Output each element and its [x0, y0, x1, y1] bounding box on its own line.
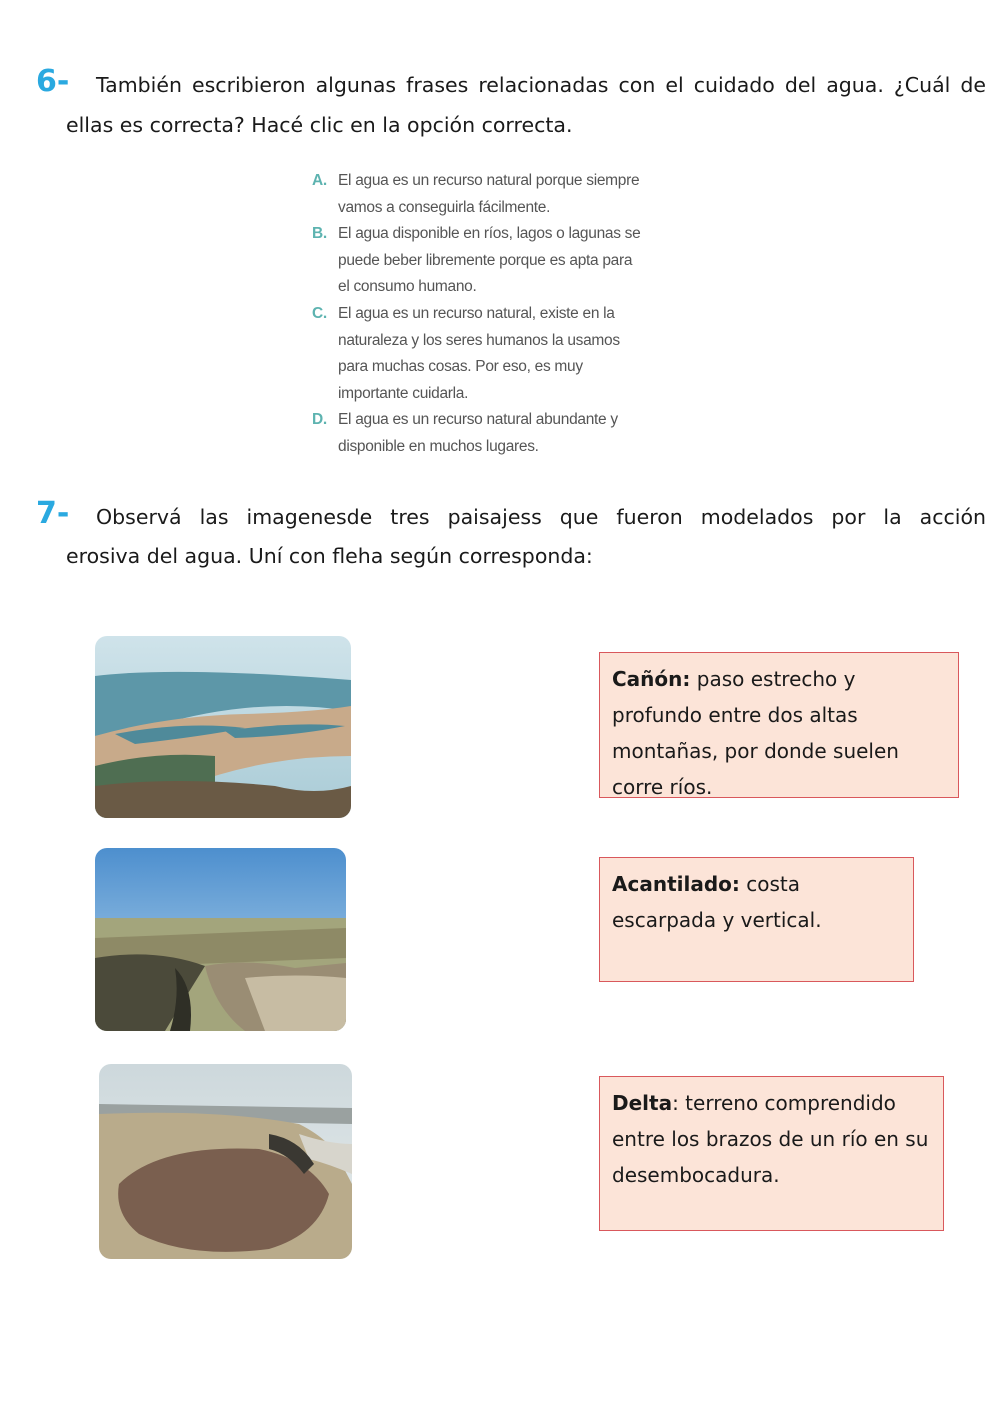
option-b[interactable]: [312, 221, 722, 301]
option-letter: D.: [312, 411, 327, 429]
definition-term: Acantilado:: [612, 872, 740, 896]
question-7-text-line-2: erosiva del agua. Uní con fleha según corresponda:: [66, 544, 593, 568]
definition-text: : terreno comprendido entre los brazos de un río en su desembocadura.: [612, 1091, 929, 1187]
option-letter: C.: [312, 304, 327, 322]
definition-canon[interactable]: [599, 652, 959, 798]
question-7-number: 7-: [36, 496, 70, 531]
question-6-text-line-1: También escribieron algunas frases relacionadas con el cuidado del agua. ¿Cuál de: [96, 73, 986, 97]
canyon-photo[interactable]: [95, 848, 346, 1031]
cliff-photo[interactable]: [99, 1064, 352, 1259]
definition-term: Delta: [612, 1091, 673, 1115]
delta-photo[interactable]: [95, 636, 351, 818]
option-line: El agua disponible en ríos, lagos o lagunas se: [338, 225, 641, 243]
definition-acantilado[interactable]: [599, 857, 914, 982]
definition-delta[interactable]: [599, 1076, 944, 1231]
option-d[interactable]: [312, 407, 722, 460]
option-line: importante cuidarla.: [338, 384, 469, 402]
option-line: naturaleza y los seres humanos la usamos: [338, 331, 620, 349]
definition-text: paso estrecho y profundo entre dos altas montañas, por donde suelen corre ríos.: [612, 667, 899, 799]
option-line: el consumo humano.: [338, 278, 477, 296]
question-6-text-line-2: ellas es correcta? Hacé clic en la opción correcta.: [66, 113, 573, 137]
definition-text: costa escarpada y vertical.: [612, 872, 822, 932]
option-a[interactable]: [312, 168, 722, 221]
option-line: El agua es un recurso natural, existe en la: [338, 304, 615, 322]
definition-term: Cañón:: [612, 667, 691, 691]
answer-options: [312, 168, 722, 461]
option-line: El agua es un recurso natural porque siempre: [338, 172, 640, 189]
option-letter: A.: [312, 172, 327, 189]
option-line: disponible en muchos lugares.: [338, 437, 539, 455]
question-6-number: 6-: [36, 64, 70, 99]
option-letter: B.: [312, 225, 327, 243]
option-line: vamos a conseguirla fácilmente.: [338, 198, 551, 216]
option-line: puede beber libremente porque es apta para: [338, 251, 633, 269]
question-7-text-line-1: Observá las imagenesde tres paisajess que fueron modelados por la acción: [96, 505, 986, 529]
option-c[interactable]: [312, 301, 722, 407]
option-line: para muchas cosas. Por eso, es muy: [338, 358, 583, 376]
option-line: El agua es un recurso natural abundante y: [338, 411, 618, 429]
